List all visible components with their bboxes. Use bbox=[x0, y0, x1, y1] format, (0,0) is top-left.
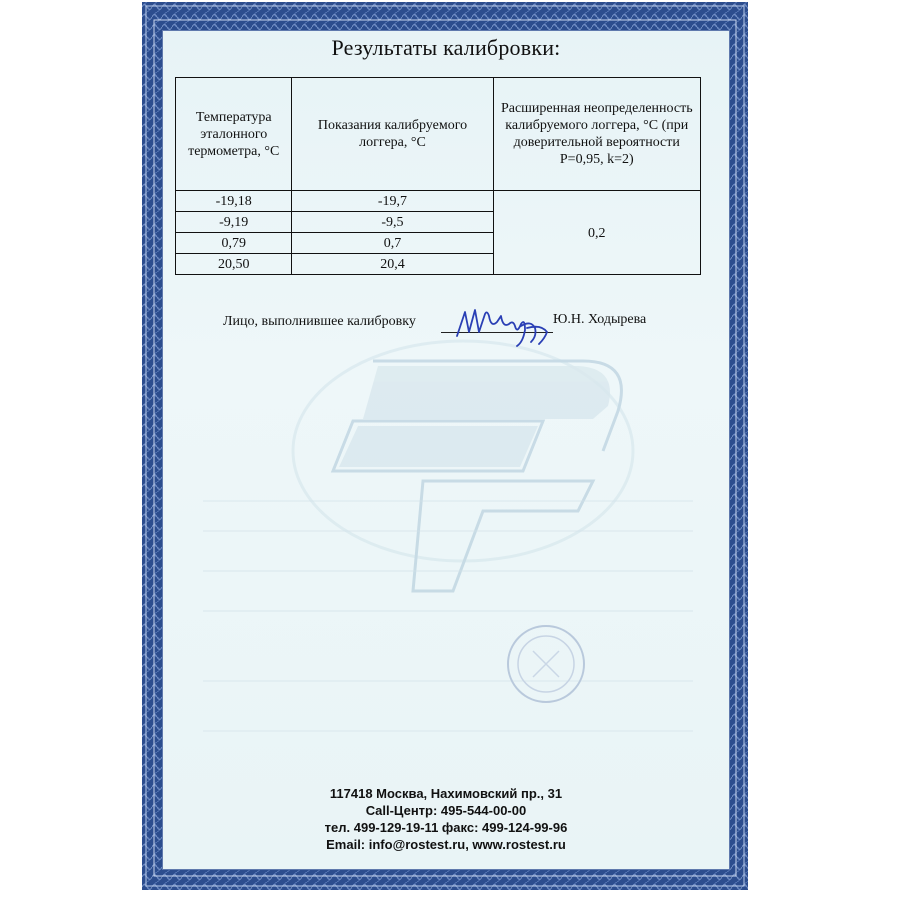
footer-call-center: Call-Центр: 495-544-00-00 bbox=[365, 803, 527, 818]
reference-cell: 0,79 bbox=[176, 233, 292, 254]
reading-cell: 20,4 bbox=[292, 254, 493, 275]
handwritten-signature-icon bbox=[451, 302, 551, 348]
signer-name: Ю.Н. Ходырева bbox=[553, 312, 647, 327]
reference-cell: -9,19 bbox=[176, 212, 292, 233]
footer-email-web: Email: info@rostest.ru, www.rostest.ru bbox=[326, 837, 566, 852]
document-body bbox=[162, 30, 730, 870]
reading-cell: 0,7 bbox=[292, 233, 493, 254]
reference-cell: 20,50 bbox=[176, 254, 292, 275]
calibration-results-table bbox=[175, 77, 701, 275]
footer-phone-fax: тел. 499-129-19-11 факс: 499-124-99-96 bbox=[324, 820, 568, 835]
signature-label: Лицо, выполнившее калибровку bbox=[223, 314, 416, 329]
signature-block bbox=[163, 304, 729, 348]
reference-cell: -19,18 bbox=[176, 191, 292, 212]
table-header-row bbox=[176, 78, 701, 191]
reading-cell: -9,5 bbox=[292, 212, 493, 233]
header-logger-reading: Показания калибруемого логгера, °C bbox=[292, 78, 493, 191]
faint-stamp-icon bbox=[503, 621, 589, 707]
reading-cell: -19,7 bbox=[292, 191, 493, 212]
header-expanded-uncertainty: Расширенная неопределенность калибруемого логгера, °C (при доверительной вероятности P=0,95, k=2) bbox=[493, 78, 700, 191]
page-title: Результаты калибровки: bbox=[331, 35, 561, 60]
certificate-sheet bbox=[142, 2, 748, 890]
uncertainty-cell: 0,2 bbox=[493, 191, 700, 275]
header-reference-temperature: Температура эталонного термометра, °C bbox=[176, 78, 292, 191]
table-row bbox=[176, 191, 701, 212]
footer-address: 117418 Москва, Нахимовский пр., 31 bbox=[329, 786, 563, 801]
footer-contacts bbox=[163, 785, 729, 853]
